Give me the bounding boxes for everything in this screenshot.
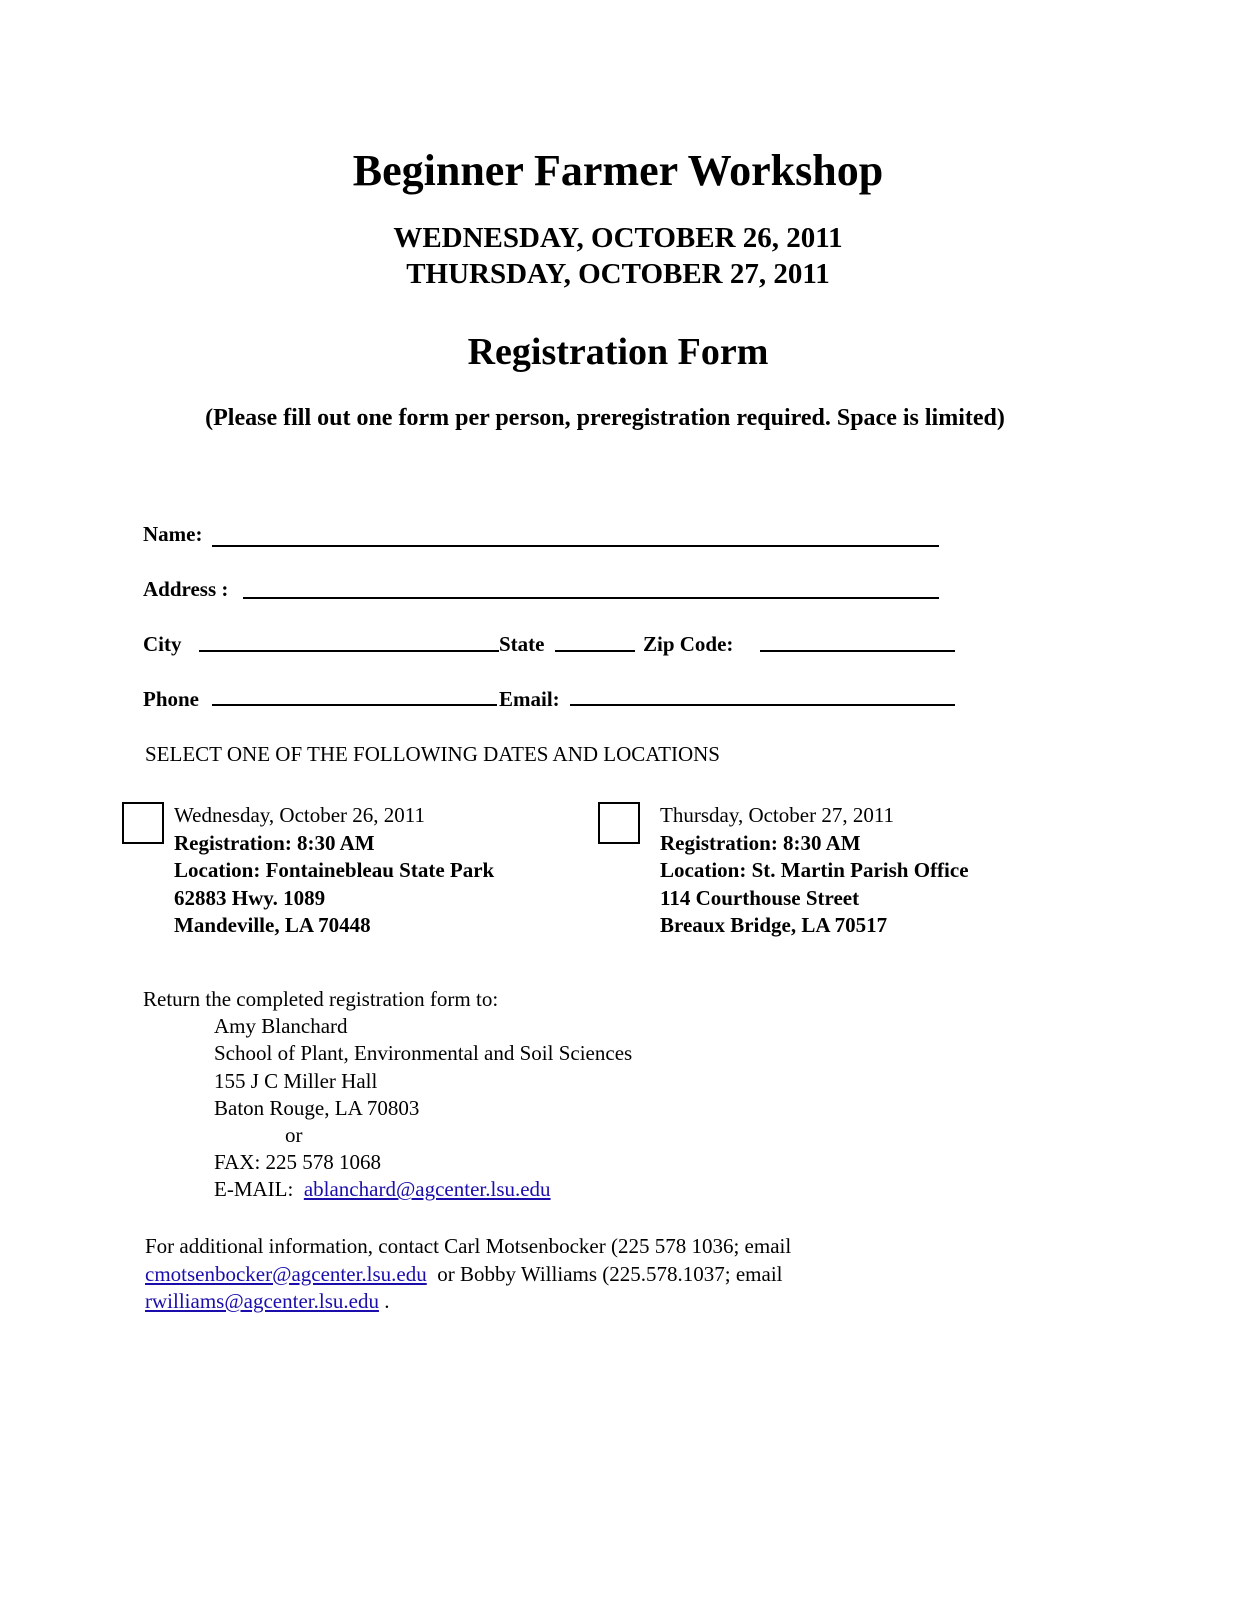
workshop-title: Beginner Farmer Workshop	[352, 146, 884, 195]
return-city: Baton Rouge, LA 70803	[214, 1095, 420, 1120]
form-instructions: (Please fill out one form per person, preregistration required. Space is limited)	[205, 405, 1005, 431]
city-field[interactable]	[199, 650, 499, 652]
additional-info-line-2	[145, 1261, 905, 1289]
option-wednesday-details	[174, 802, 494, 940]
phone-field[interactable]	[212, 704, 497, 706]
select-date-heading: SELECT ONE OF THE FOLLOWING DATES AND LOCATIONS	[145, 742, 720, 766]
return-email-link[interactable]: ablanchard@agcenter.lsu.edu	[303, 1177, 551, 1202]
williams-email-link[interactable]: rwilliams@agcenter.lsu.edu	[145, 1289, 379, 1313]
additional-info-line-3	[145, 1288, 905, 1316]
return-or: or	[285, 1123, 303, 1148]
return-fax: FAX: 225 578 1068	[214, 1150, 382, 1175]
state-label: State	[499, 632, 545, 656]
option-location: Location: St. Martin Parish Office	[660, 858, 969, 882]
address-field[interactable]	[243, 597, 939, 599]
option-address: 114 Courthouse Street	[660, 885, 860, 910]
additional-info-text-2: or Bobby Williams (225.578.1037; email	[437, 1261, 783, 1286]
return-department: School of Plant, Environmental and Soil Sciences	[214, 1041, 633, 1066]
phone-label: Phone	[143, 687, 200, 711]
option-wednesday-checkbox[interactable]	[122, 802, 164, 844]
return-email-row	[214, 1176, 632, 1203]
return-intro: Return the completed registration form to:	[143, 987, 499, 1011]
option-registration-time: Registration: 8:30 AM	[174, 830, 375, 855]
option-address: 62883 Hwy. 1089	[174, 885, 326, 910]
option-city: Breaux Bridge, LA 70517	[660, 913, 888, 937]
option-city: Mandeville, LA 70448	[174, 913, 371, 937]
return-contact-name: Amy Blanchard	[214, 1014, 348, 1039]
return-instructions	[143, 986, 632, 1204]
return-email-label: E-MAIL:	[214, 1177, 294, 1202]
option-location: Location: Fontainebleau State Park	[174, 858, 495, 882]
name-label: Name:	[143, 522, 203, 546]
email-label: Email:	[499, 687, 560, 711]
option-registration-time: Registration: 8:30 AM	[660, 830, 861, 855]
option-date: Thursday, October 27, 2011	[660, 803, 895, 827]
city-label: City	[143, 632, 182, 656]
option-thursday-checkbox[interactable]	[598, 802, 640, 844]
address-label: Address :	[143, 577, 229, 601]
zip-code-field[interactable]	[760, 650, 955, 652]
email-field[interactable]	[570, 704, 955, 706]
zip-code-label: Zip Code:	[643, 632, 734, 656]
workshop-date-2: THURSDAY, OCTOBER 27, 2011	[406, 258, 830, 290]
additional-info	[145, 1233, 905, 1316]
option-date: Wednesday, October 26, 2011	[174, 803, 426, 827]
name-field[interactable]	[212, 545, 939, 547]
motsenbocker-email-link[interactable]: cmotsenbocker@agcenter.lsu.edu	[145, 1261, 427, 1286]
form-title: Registration Form	[467, 331, 769, 373]
state-field[interactable]	[555, 650, 635, 652]
workshop-date-1: WEDNESDAY, OCTOBER 26, 2011	[393, 222, 843, 254]
additional-info-line-1: For additional information, contact Carl Motsenbocker (225 578 1036; email	[145, 1234, 792, 1258]
additional-info-text-3: .	[384, 1289, 390, 1313]
option-thursday-details	[660, 802, 969, 940]
return-street: 155 J C Miller Hall	[214, 1068, 378, 1093]
